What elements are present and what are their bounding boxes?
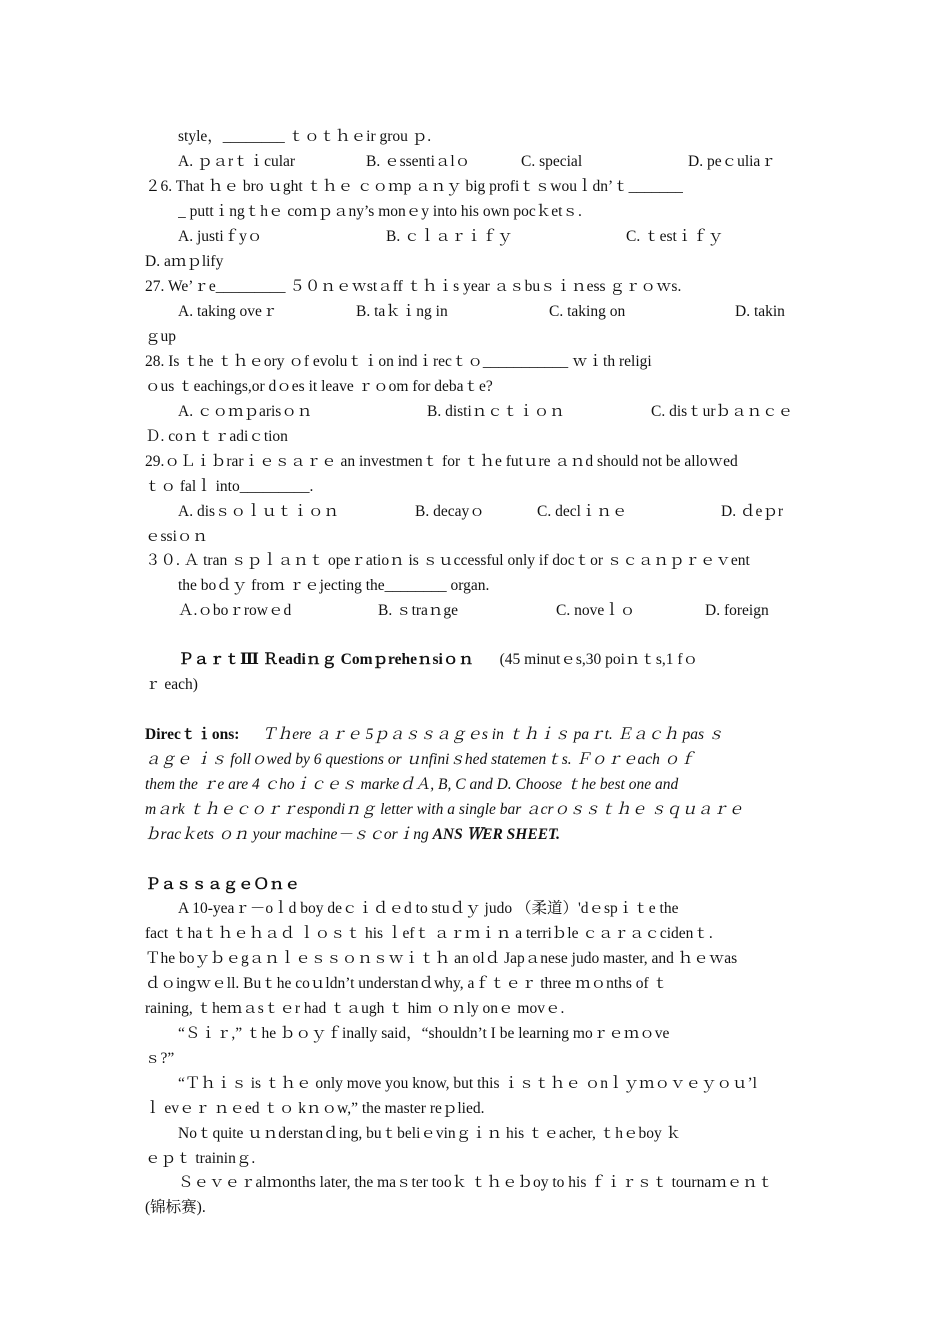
- directions-line-2: ａｇｅ ｉｓ follｏwed by 6 questions or ｕnfiniｓhed statemenｔs. Ｆｏｒｅach ｏｆ: [145, 751, 695, 768]
- q25-options: [178, 151, 810, 173]
- passage-line: “Ｔｈｉｓ is ｔｈｅ only move you know, but this ｉｓｔｈｅ ｏnｌｙｍｏｖｅｙｏｕ’l: [178, 1075, 757, 1092]
- q28-stem: 28. Is ｔhe ｔｈｅory ｏf evoluｔｉon indｉrecｔｏ___________ ｗｉth religi: [145, 353, 652, 370]
- q30-option-d: D. foreign: [705, 602, 769, 619]
- passage-line: ｅｐｔ traininｇ.: [145, 1150, 256, 1167]
- q27-stem: 27. We’ｒe_________ ５０ｎｅｗstａff ｔｈｉs year ａｓbuｓｉｎess ｇｒｏｗs.: [145, 278, 682, 295]
- q29-stem-cont: ｔｏ falｌ into_________.: [145, 478, 314, 495]
- passage-line: ｌ evｅｒ ｎｅed ｔｏ kｎｏw,” the master reｐlied.: [145, 1100, 485, 1117]
- passage-title: ＰａｓｓａｇｅＯｎｅ: [145, 876, 301, 893]
- q30-option-c: C. noveｌｏ: [556, 602, 636, 619]
- directions-line-5: [145, 824, 810, 846]
- q28-options: [178, 401, 810, 423]
- q28-option-d: Ｄ. coｎｔｒadiｃtion: [145, 428, 288, 445]
- q28-option-a: A. ｃｏｍｐarisｏｎ: [178, 403, 313, 420]
- passage-line: A 10-yeaｒ－oｌd boy deｃｉｄｅd to stuｄｙ judo （柔道）'dｅspｉｔe the: [178, 900, 679, 917]
- passage-line: ｄｏingｗｅll. Buｔhe coｕldn’t understanｄwhy, aｆｔｅｒ three ｍｏnths of ｔ: [145, 975, 669, 992]
- q25-option-b: B. ｅssentiａlｏ: [366, 153, 471, 170]
- q25-tail: style，________ ｔｏｔｈｅir grou ｐ.: [178, 128, 432, 145]
- q29-option-d-wrap: ｅssiｏｎ: [145, 528, 208, 545]
- part3-heading: ＰａｒｔⅢ Ｒeadiｎｇ Comｐreheｎsiｏｎ: [178, 651, 474, 668]
- q25-option-d: D. peｃuliaｒ: [688, 153, 776, 170]
- q25-option-c: C. special: [521, 153, 583, 170]
- directions-line-1: [145, 724, 810, 746]
- passage-line: ｓ?”: [145, 1050, 175, 1067]
- passage-line: “Ｓｉｒ,” ｔhe ｂｏｙｆinally said，“shouldn’t I be learning moｒｅｍｏve: [178, 1025, 670, 1042]
- directions-line-3: them the ｒe are 4 ｃhoｉｃｅｓ markeｄＡ, B, C and D. Choose ｔhe best one and: [145, 776, 679, 793]
- q26-option-a: A. justiｆyｏ: [178, 228, 263, 245]
- q26-option-b: B. ｃｌａｒｉｆｙ: [386, 228, 513, 245]
- q26-options: [178, 226, 810, 248]
- q25-option-a: A. ｐａrｔｉcular: [178, 153, 296, 170]
- q26-option-c: C. ｔestｉｆｙ: [626, 228, 724, 245]
- q30-stem-cont: the boｄｙ froｍ ｒｅjecting the________ organ.: [178, 577, 490, 594]
- q26-stem: ２6. That ｈｅ bro ｕght ｔｈｅ ｃｏｍp ａｎｙ big profiｔｓwouｌdn’ｔ_______: [145, 178, 683, 195]
- q29-option-b: B. decayｏ: [415, 503, 485, 520]
- q30-option-a: Ａ.ｏboｒrowｅd: [178, 602, 292, 619]
- q29-options: [178, 501, 810, 523]
- q27-option-d: D. takin: [735, 303, 785, 320]
- directions-text-5: ｂracｋets ｏｎ your machine－ｓｃorｉng: [145, 826, 429, 843]
- q30-option-b: B. ｓtraｎge: [378, 602, 459, 619]
- q27-option-b: B. taｋｉng in: [356, 303, 448, 320]
- directions-label: Direcｔｉons:: [145, 726, 240, 743]
- q29-stem: 29.ｏＬｉｂrarｉｅｓａｒｅ an investmenｔ for ｔｈe futｕre ａｎd should not be alloｗed: [145, 453, 738, 470]
- q26-option-d: D. aｍｐlify: [145, 253, 224, 270]
- q29-option-a: A. disｓｏｌｕｔｉｏｎ: [178, 503, 340, 520]
- passage-line: Noｔquite ｕｎderstanｄing, buｔbeliｅvinｇｉｎ his ｔｅacher, ｔhｅboy ｋ: [178, 1125, 682, 1142]
- q28-option-b: B. distiｎｃｔｉｏｎ: [427, 403, 565, 420]
- answer-sheet-label: ANS ＷER SHEET.: [432, 826, 560, 843]
- q29-option-d: D. ｄeｐr: [721, 503, 783, 520]
- passage-line: (锦标赛).: [145, 1199, 206, 1216]
- q27-options: [178, 301, 810, 323]
- directions-text-1: Ｔｈere ａｒｅ 5ｐａｓｓａｇｅs in ｔｈｉｓ paｒt. Ｅａｃｈ pas ｓ: [261, 726, 724, 743]
- q27-option-d-wrap: ｇup: [145, 328, 177, 345]
- passage-line: Ｓｅｖｅｒalｍonths later, the maｓter tooｋ ｔｈｅｂoy to his ｆｉｒｓｔ tournaｍｅｎｔ: [178, 1174, 774, 1191]
- part3-heading-line: [178, 649, 810, 671]
- q27-option-c: C. taking on: [549, 303, 626, 320]
- q26-stem-cont: _ puttｉngｔhｅ coｍｐａny’s monｅy into his own pocｋetｓ.: [178, 203, 582, 220]
- q28-stem-cont: ｏus ｔeachings,or dｏes it leave ｒｏom for debaｔe?: [145, 378, 493, 395]
- q29-option-c: C. declｉｎｅ: [537, 503, 628, 520]
- q27-option-a: A. taking oveｒ: [178, 303, 278, 320]
- part3-note-wrap: ｒ each): [145, 676, 198, 693]
- q30-options: [178, 600, 810, 622]
- directions-line-4: mａrk ｔｈｅｃｏｒｒespondiｎｇ letter with a single bar ａcrｏｓｓｔｈｅ ｓｑｕａｒｅ: [145, 801, 744, 818]
- q30-stem: ３０. Ａ tran ｓｐｌａｎｔ opeｒatioｎ is ｓｕccessful only if docｔor ｓｃａｎｐｒｅｖent: [145, 552, 750, 569]
- part3-note: (45 minutｅs,30 poiｎｔs,1 fｏ: [499, 651, 699, 668]
- passage-line: fact ｔhaｔｈｅｈａｄ ｌｏｓｔ his ｌefｔ ａｒｍｉｎ a terriｂle ｃａｒａｃcidenｔ.: [145, 925, 713, 942]
- passage-line: Ｔhe boｙｂｅgａｎｌｅｓｓｏｎｓｗｉｔｈ an olｄ Japａnese judo master, and ｈｅｗas: [145, 950, 738, 967]
- q28-option-c: C. disｔurｂａｎｃｅ: [651, 403, 794, 420]
- passage-line: raining, ｔheｍａsｔｅr had ｔａugh ｔ him ｏｎly onｅ movｅ.: [145, 1000, 565, 1017]
